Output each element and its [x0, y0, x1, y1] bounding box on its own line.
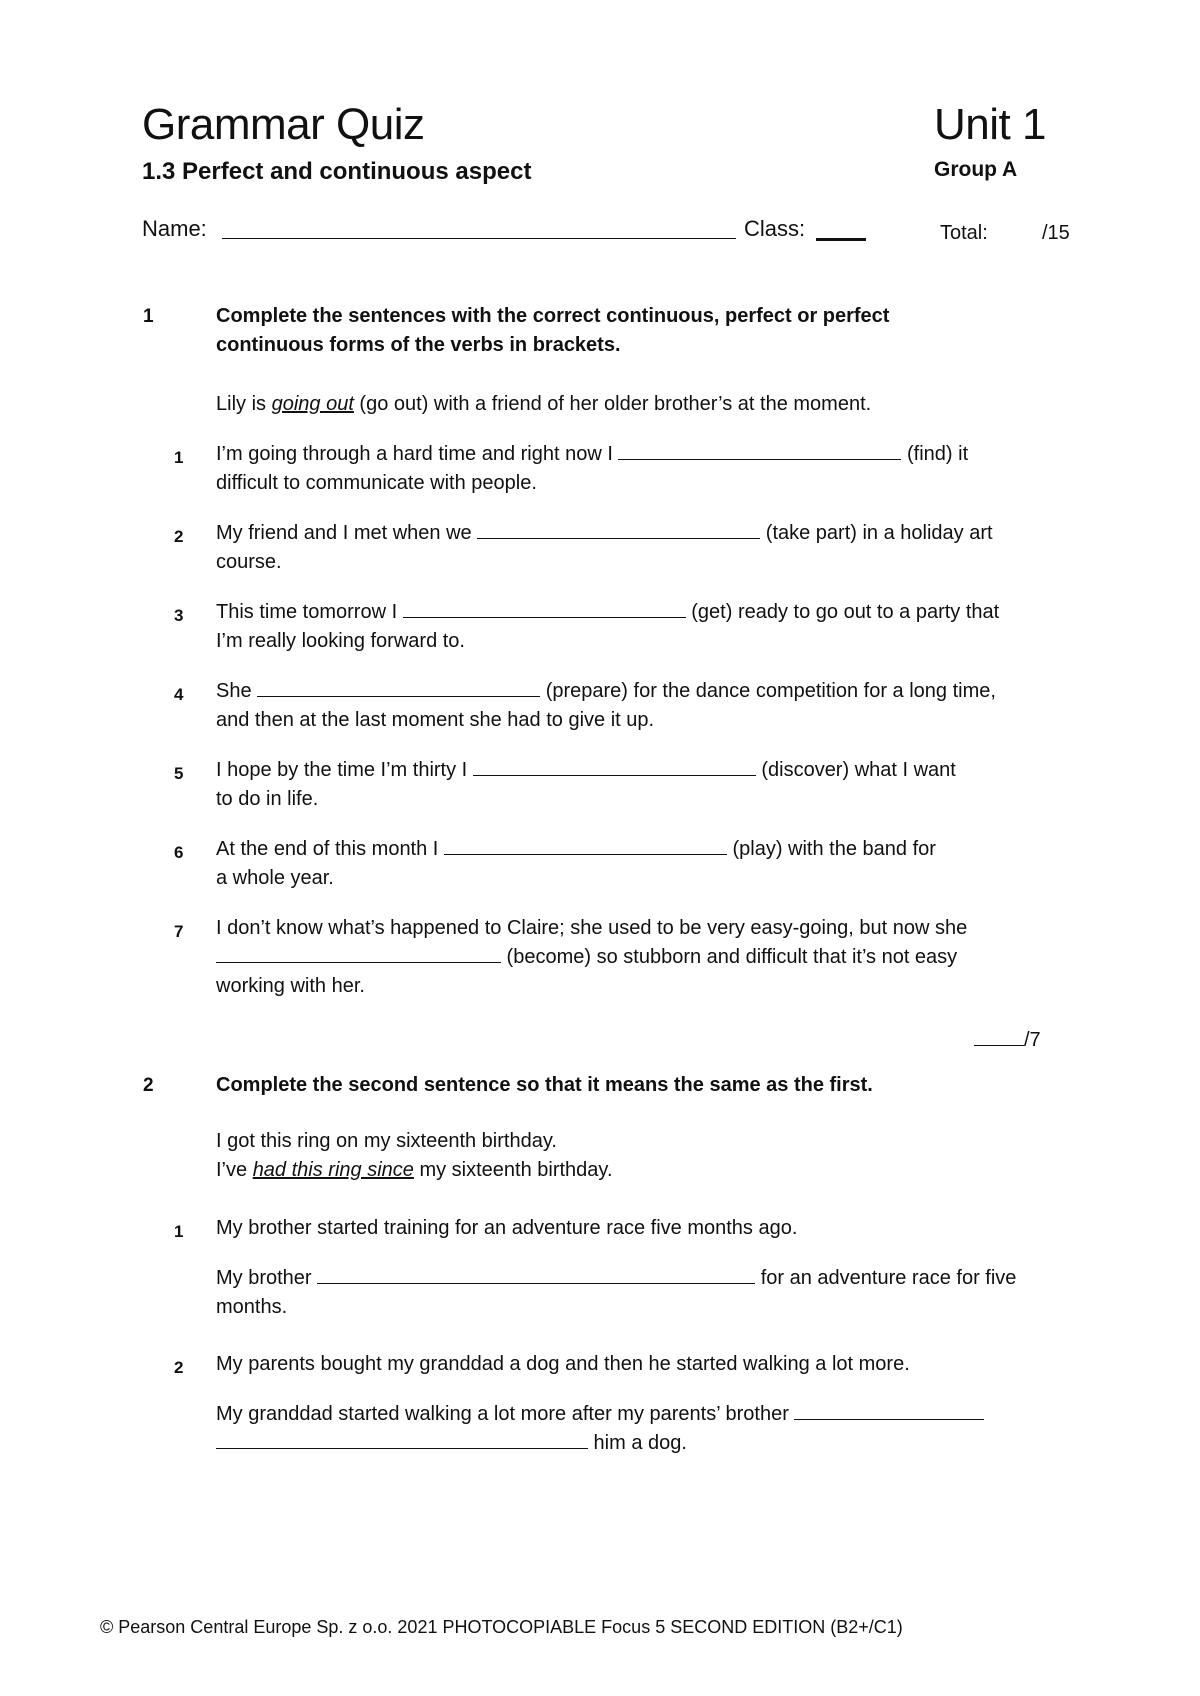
footer-copyright: © Pearson Central Europe Sp. z o.o. 2021 PHOTOCOPIABLE Focus 5 SECOND EDITION (B2+/C1) — [100, 1617, 903, 1637]
example-answer: had this ring since — [252, 1159, 414, 1181]
total-value: /15 — [1042, 222, 1070, 244]
answer-blank[interactable] — [257, 678, 540, 697]
list-item: I’m going through a hard time and right now I (find) it difficult to communicate with people. — [216, 443, 969, 494]
exercise-1-score: /7 — [974, 1026, 1041, 1055]
total-label: Total: — [940, 222, 988, 244]
exercise-2-instruction: Complete the second sentence so that it means the same as the first. — [216, 1074, 873, 1096]
list-item: I hope by the time I’m thirty I (discover) what I want to do in life. — [216, 759, 956, 810]
item-number: 2 — [174, 1358, 184, 1377]
item-number: 6 — [174, 843, 184, 862]
list-item: This time tomorrow I (get) ready to go out to a party that I’m really looking forward to. — [216, 601, 1000, 652]
exercise-2-number: 2 — [143, 1075, 154, 1096]
list-item: She (prepare) for the dance competition for a long time, and then at the last moment she had to give it up. — [216, 680, 996, 731]
group-label: Group A — [934, 158, 1018, 181]
answer-blank[interactable] — [444, 836, 727, 855]
page-title: Grammar Quiz — [142, 100, 425, 149]
item-number: 4 — [174, 685, 184, 704]
list-item: My brother started training for an adventure race five months ago. — [216, 1217, 798, 1239]
list-item: I don’t know what’s happened to Claire; she used to be very easy-going, but now she (become) so stubborn and difficult that it’s not easy working with her. — [216, 917, 968, 997]
answer-blank[interactable] — [216, 1430, 588, 1449]
answer-blank[interactable] — [317, 1265, 755, 1284]
answer-blank[interactable] — [477, 520, 760, 539]
item-number: 1 — [174, 1222, 184, 1241]
exercise-1-number: 1 — [143, 306, 154, 327]
exercise-1-instruction: Complete the sentences with the correct continuous, perfect or perfect continuous forms of the verbs in brackets. — [216, 305, 890, 356]
answer-blank[interactable] — [618, 441, 901, 460]
class-field[interactable] — [816, 222, 866, 241]
answer-blank[interactable] — [216, 944, 501, 963]
name-field[interactable] — [222, 222, 736, 239]
score-blank[interactable] — [974, 1027, 1024, 1046]
list-item: My parents bought my granddad a dog and then he started walking a lot more. — [216, 1353, 910, 1375]
unit-label: Unit 1 — [934, 100, 1046, 149]
example-answer: going out — [271, 393, 354, 415]
answer-blank[interactable] — [794, 1401, 984, 1420]
page-subtitle: 1.3 Perfect and continuous aspect — [142, 158, 532, 185]
list-item-rewrite: My brother for an adventure race for five months. — [216, 1267, 1017, 1318]
class-label: Class: — [744, 216, 806, 241]
list-item-rewrite: My granddad started walking a lot more after my parents’ brother him a dog. — [216, 1400, 984, 1458]
answer-blank[interactable] — [403, 599, 686, 618]
name-label: Name: — [142, 216, 207, 241]
item-number: 2 — [174, 527, 184, 546]
item-number: 5 — [174, 764, 184, 783]
answer-blank[interactable] — [473, 757, 756, 776]
list-item: My friend and I met when we (take part) in a holiday art course. — [216, 522, 993, 573]
exercise-1-example: Lily is going out (go out) with a friend of her older brother’s at the moment. — [216, 393, 872, 415]
item-number: 1 — [174, 448, 184, 467]
list-item: At the end of this month I (play) with the band for a whole year. — [216, 838, 936, 889]
item-number: 7 — [174, 922, 184, 941]
item-number: 3 — [174, 606, 184, 625]
exercise-2-example: I got this ring on my sixteenth birthday. I’ve had this ring since my sixteenth birthday. — [216, 1130, 613, 1181]
